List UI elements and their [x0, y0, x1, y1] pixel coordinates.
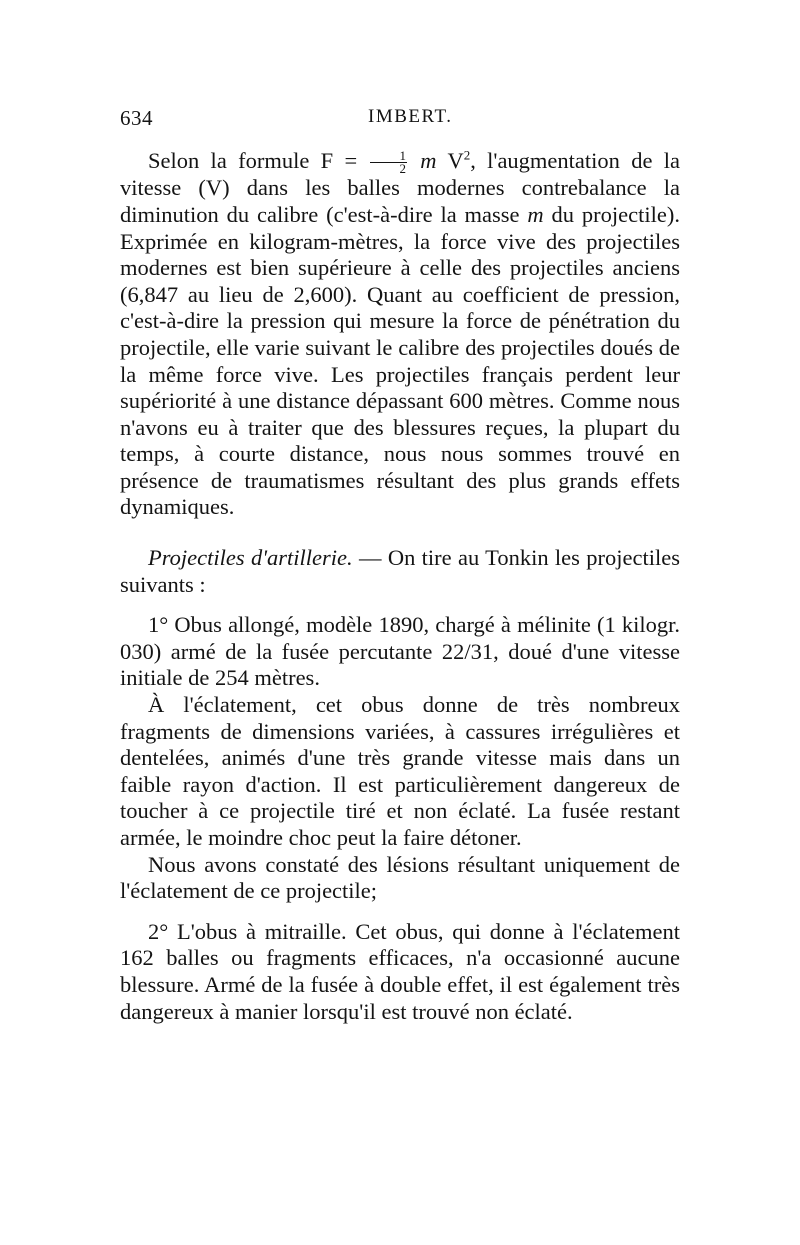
formula-continuation-text: , l'augmentation de la vitesse (V) dans les balles modernes contrebalance la diminution du calibre (c'est-à-dire la masse	[120, 148, 681, 227]
running-title: IMBERT.	[368, 106, 453, 127]
mass-symbol: m	[527, 201, 544, 227]
formula-exponent: 2	[463, 147, 471, 163]
paragraph-obus-mitraille: 2° L'obus à mitraille. Cet obus, qui donne à l'éclatement 162 balles ou fragments efficaces, n'a occasionné aucune blessure. Armé de la fusée à double effet, il est également très dangereux à manier lorsqu'il est trouvé non éclaté.	[120, 918, 680, 1024]
formula-intro-text: Selon la formule F =	[148, 148, 369, 173]
paragraph-artillery-heading	[120, 545, 680, 598]
formula-velocity: V	[447, 148, 464, 173]
section-lead-text: — On tire au Tonkin les projectiles suivants :	[120, 545, 680, 597]
running-head	[120, 106, 680, 136]
paragraph-lesions: Nous avons constaté des lésions résultant uniquement de l'éclatement de ce projectile;	[120, 851, 680, 904]
formula-mass: m	[420, 148, 437, 173]
section-lead-italic: Projectiles d'artillerie.	[148, 545, 353, 571]
paragraph-formula	[120, 148, 680, 521]
paragraph-eclatement: À l'éclatement, cet obus donne de très nombreux fragments de dimensions variées, à cassures irrégulières et dentelées, animés d'une très grande vitesse mais dans un faible rayon d'action. Il est particulièrement dangereux de toucher à ce projectile tiré et non éclaté. La fusée restant armée, le moindre choc peut la faire détoner.	[120, 692, 680, 850]
kinetic-energy-formula	[368, 147, 471, 177]
formula-fraction	[370, 150, 407, 175]
fraction-denominator: 2	[399, 161, 406, 177]
fraction-numerator: 1	[370, 150, 407, 163]
paragraph-obus-allonge: 1° Obus allongé, modèle 1890, chargé à mélinite (1 kilogr. 030) armé de la fusée percutante 22/31, doué d'une vitesse initiale de 254 mètres.	[120, 612, 680, 691]
body-text	[120, 148, 680, 1025]
page-number: 634	[120, 106, 153, 130]
paragraph-rest-text: du projectile). Exprimée en kilogram-mètres, la force vive des projectiles modernes est bien supérieure à celle des projectiles anciens (6,847 au lieu de 2,600). Quant au coefficient de pression, c'est-à-dire la pression qui mesure la force de pénétration du projectile, elle varie suivant le calibre des projectiles doués de la même force vive. Les projectiles français perdent leur supériorité à une distance dépassant 600 mètres. Comme nous n'avons eu à traiter que des blessures reçues, la plupart du temps, à courte distance, nous nous sommes trouvé en présence de traumatismes résultant des plus grands effets dynamiques.	[120, 201, 680, 520]
